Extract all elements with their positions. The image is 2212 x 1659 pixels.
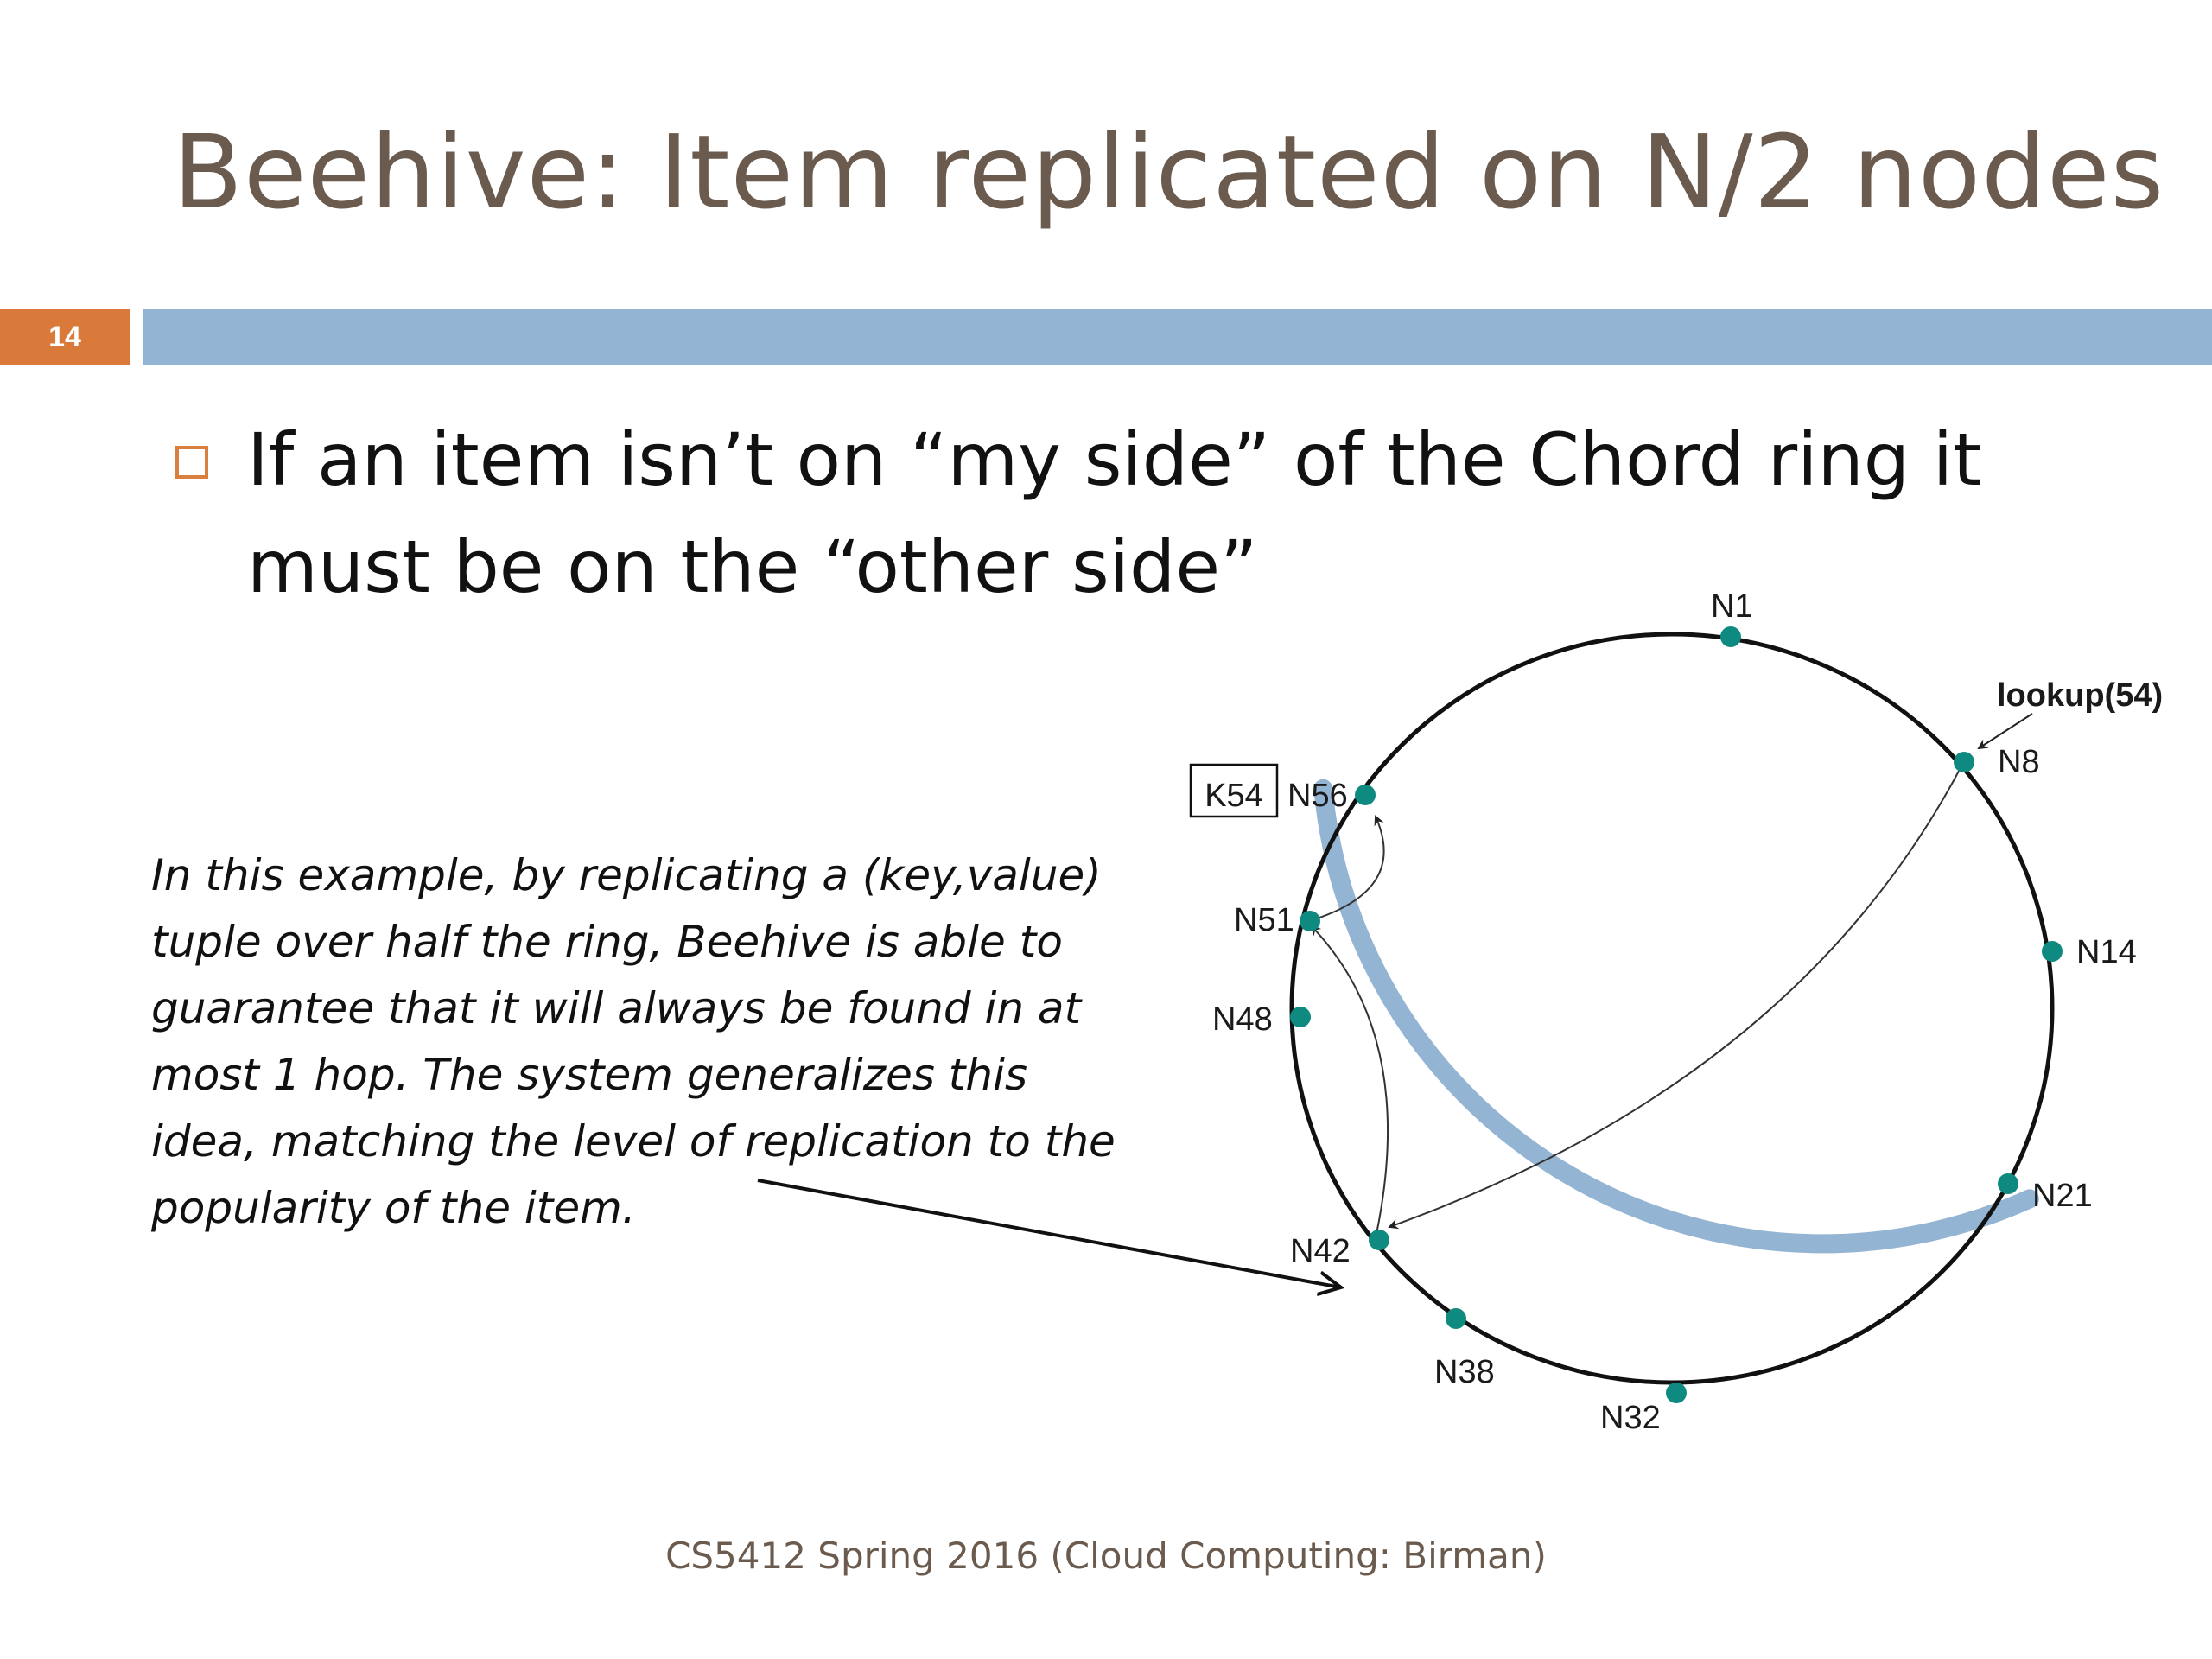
node-label: N8: [1998, 744, 2040, 780]
node-label: N32: [1600, 1400, 1661, 1436]
node-n14: [2042, 941, 2063, 962]
replica-arc: [1323, 789, 2030, 1244]
key-label: K54: [1205, 778, 1263, 814]
node-label: N42: [1290, 1233, 1351, 1269]
node-n21: [1998, 1173, 2018, 1194]
node-label: N48: [1212, 1001, 1273, 1038]
example-note: In this example, by replicating a (key,value) tuple over half the ring, Beehive is able to guarantee that it will always be found in at most 1 hop. The system generalizes this idea, matching the level of replication to the popularity of the item.: [151, 850, 1116, 1233]
node-n42: [1369, 1230, 1389, 1250]
bullet-text: If an item isn’t on “my side” of the Chord ring it must be on the “other side”: [247, 417, 1982, 609]
slide-title: Beehive: Item replicated on N/2 nodes: [173, 112, 2165, 232]
callout-arrow: [758, 1180, 1341, 1287]
node-n56: [1355, 785, 1376, 805]
node-label: N21: [2032, 1178, 2093, 1214]
node-label: N56: [1287, 778, 1348, 814]
node-n38: [1446, 1308, 1466, 1329]
node-n48: [1290, 1007, 1311, 1027]
node-n8: [1954, 752, 1974, 772]
node-n1: [1720, 626, 1741, 647]
node-label: N14: [2076, 934, 2137, 970]
lookup-label: lookup(54): [1997, 677, 2164, 714]
lookup-arrow: [1979, 714, 2032, 748]
hop-arrow-n8-to-n42: [1389, 763, 1963, 1227]
node-label: N38: [1434, 1354, 1495, 1390]
node-n32: [1666, 1382, 1687, 1403]
node-n51: [1300, 911, 1320, 931]
node-label: N51: [1234, 902, 1294, 938]
slide-number: 14: [0, 309, 130, 365]
footer: CS5412 Spring 2016 (Cloud Computing: Birman): [665, 1535, 1547, 1577]
node-label: N1: [1711, 588, 1753, 625]
